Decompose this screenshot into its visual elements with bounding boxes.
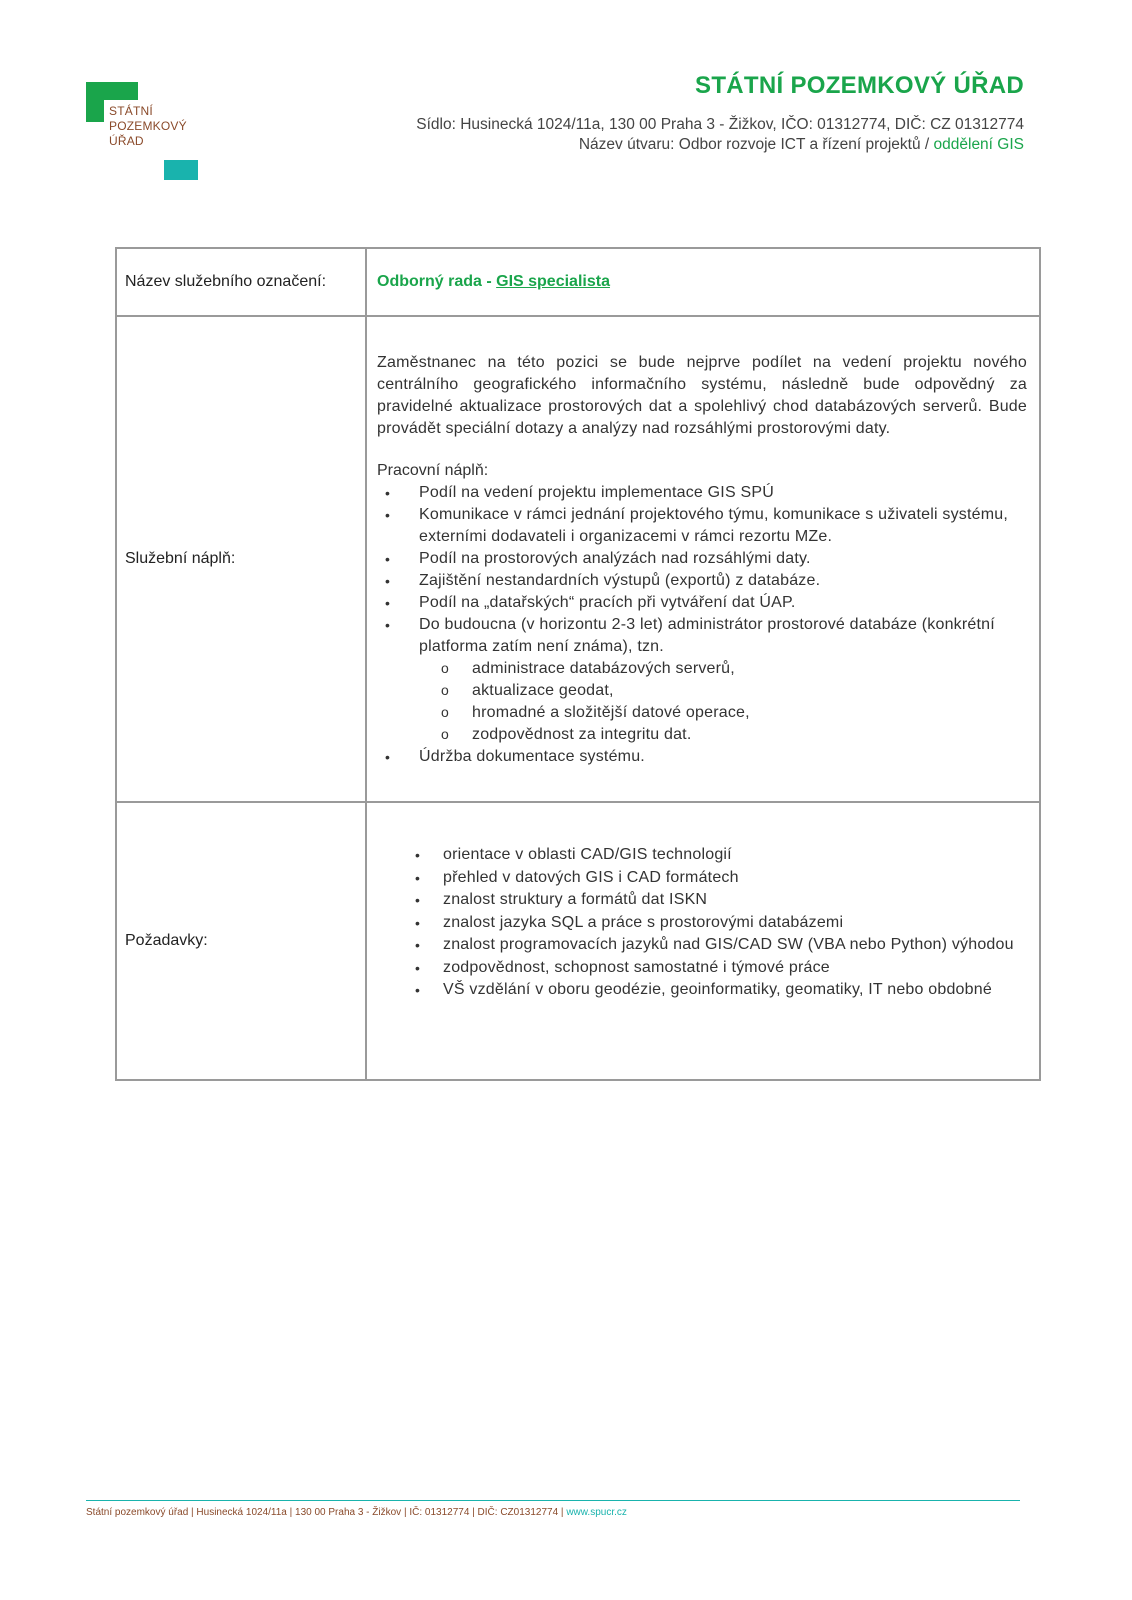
department-unit: oddělení GIS [933,136,1024,153]
org-department: Název útvaru: Odbor rozvoje ICT a řízení projektů / oddělení GIS [578,136,1024,153]
duties-cell [366,316,1040,802]
logo-teal-square [164,160,198,180]
list-item: • VŠ vzdělání v oboru geodézie, geoinformatiky, geomatiky, IT nebo obdobné [377,979,1027,1002]
requirements-list [377,844,1027,1038]
list-item: • Podíl na prostorových analýzách nad rozsáhlými daty. [377,548,1027,570]
list-item: • Podíl na „datařských“ pracích při vytváření dat ÚAP. [377,592,1027,614]
position-table [115,247,1041,1081]
list-item: • znalost programovacích jazyků nad GIS/CAD SW (VBA nebo Python) výhodou [377,934,1027,957]
requirements-label: Požadavky: [116,802,366,1080]
footer-divider [86,1500,1020,1501]
requirements-cell [366,802,1040,1080]
org-title: STÁTNÍ POZEMKOVÝ ÚŘAD [695,72,1024,99]
list-item: • Zajištění nestandardních výstupů (exportů) z databáze. [377,570,1027,592]
duties-list [377,482,1027,658]
list-item: • orientace v oblasti CAD/GIS technologií [377,844,1027,867]
list-item: o hromadné a složitější datové operace, [377,702,1027,724]
duties-list-end [377,746,1027,768]
sub-duties-list [377,658,1027,746]
list-item: o zodpovědnost za integritu dat. [377,724,1027,746]
table-row [116,802,1040,1080]
intro-paragraph: Zaměstnanec na této pozici se bude nejprve podílet na vedení projektu nového centrálního geografického informačního systému, následně bude odpovědný za pravidelné aktualizace prostorových dat a spolehlivý chod databázových serverů. Bude provádět speciální dotazy a analýzy nad rozsáhlými prostorovými daty. [377,354,1027,437]
logo-text: STÁTNÍ POZEMKOVÝ ÚŘAD [109,104,187,148]
list-item: • přehled v datových GIS i CAD formátech [377,867,1027,890]
footer: Státní pozemkový úřad | Husinecká 1024/11a | 130 00 Praha 3 - Žižkov | IČ: 01312774 | DIČ: CZ01312774 | www.spucr.cz [86,1507,627,1518]
list-item: • Údržba dokumentace systému. [377,746,1027,768]
list-item: • znalost struktury a formátů dat ISKN [377,889,1027,912]
table-row [116,316,1040,802]
list-item: • zodpovědnost, schopnost samostatné i týmové práce [377,957,1027,980]
footer-web-link[interactable]: www.spucr.cz [566,1507,627,1518]
duties-label: Služební náplň: [116,316,366,802]
list-item: • znalost jazyka SQL a práce s prostorovými databázemi [377,912,1027,935]
position-title-cell [366,248,1040,316]
list-item: • Podíl na vedení projektu implementace GIS SPÚ [377,482,1027,504]
position-name: GIS specialista [496,273,610,290]
logo [86,82,198,180]
list-item: • Do budoucna (v horizontu 2-3 let) administrátor prostorové databáze (konkrétní platforma zatím není známa), tzn. [377,614,1027,658]
list-item: • Komunikace v rámci jednání projektového týmu, komunikace s uživateli systému, externími dodavateli i organizacemi v rámci rezortu MZe. [377,504,1027,548]
list-item: o aktualizace geodat, [377,680,1027,702]
duties-heading: Pracovní náplň: [377,462,489,479]
org-address: Sídlo: Husinecká 1024/11a, 130 00 Praha 3 - Žižkov, IČO: 01312774, DIČ: CZ 01312774 [416,116,1024,133]
list-item: o administrace databázových serverů, [377,658,1027,680]
position-title: Odborný rada - GIS specialista [377,273,610,290]
position-label: Název služebního označení: [116,248,366,316]
table-row [116,248,1040,316]
